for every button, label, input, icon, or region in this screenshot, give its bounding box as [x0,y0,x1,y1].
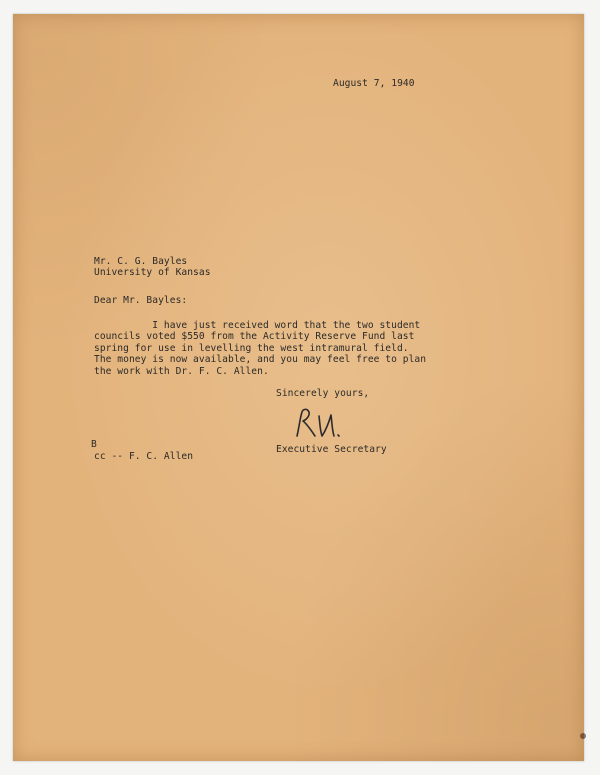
recipient-address [94,256,211,279]
recipient-name: Mr. C. G. Bayles [94,256,188,267]
body-line: I have just received word that the two student [94,320,421,331]
letter-date: August 7, 1940 [333,78,415,89]
salutation: Dear Mr. Bayles: [94,295,188,306]
paper-blemish [580,733,586,739]
carbon-copy-line: cc -- F. C. Allen [94,451,194,462]
typist-initial: B [91,439,97,450]
signer-title: Executive Secretary [276,444,387,455]
body-line: councils voted $550 from the Activity Reserve Fund last [94,331,415,343]
body-line: The money is now available, and you may feel free to plan [94,354,427,366]
letter-body [94,320,426,377]
letter-paper [13,14,584,761]
recipient-institution: University of Kansas [94,267,211,279]
body-line: the work with Dr. F. C. Allen. [94,365,269,377]
body-line: spring for use in levelling the west intramural field. [94,342,409,354]
handwritten-signature [293,406,373,440]
complimentary-closing: Sincerely yours, [276,388,370,399]
